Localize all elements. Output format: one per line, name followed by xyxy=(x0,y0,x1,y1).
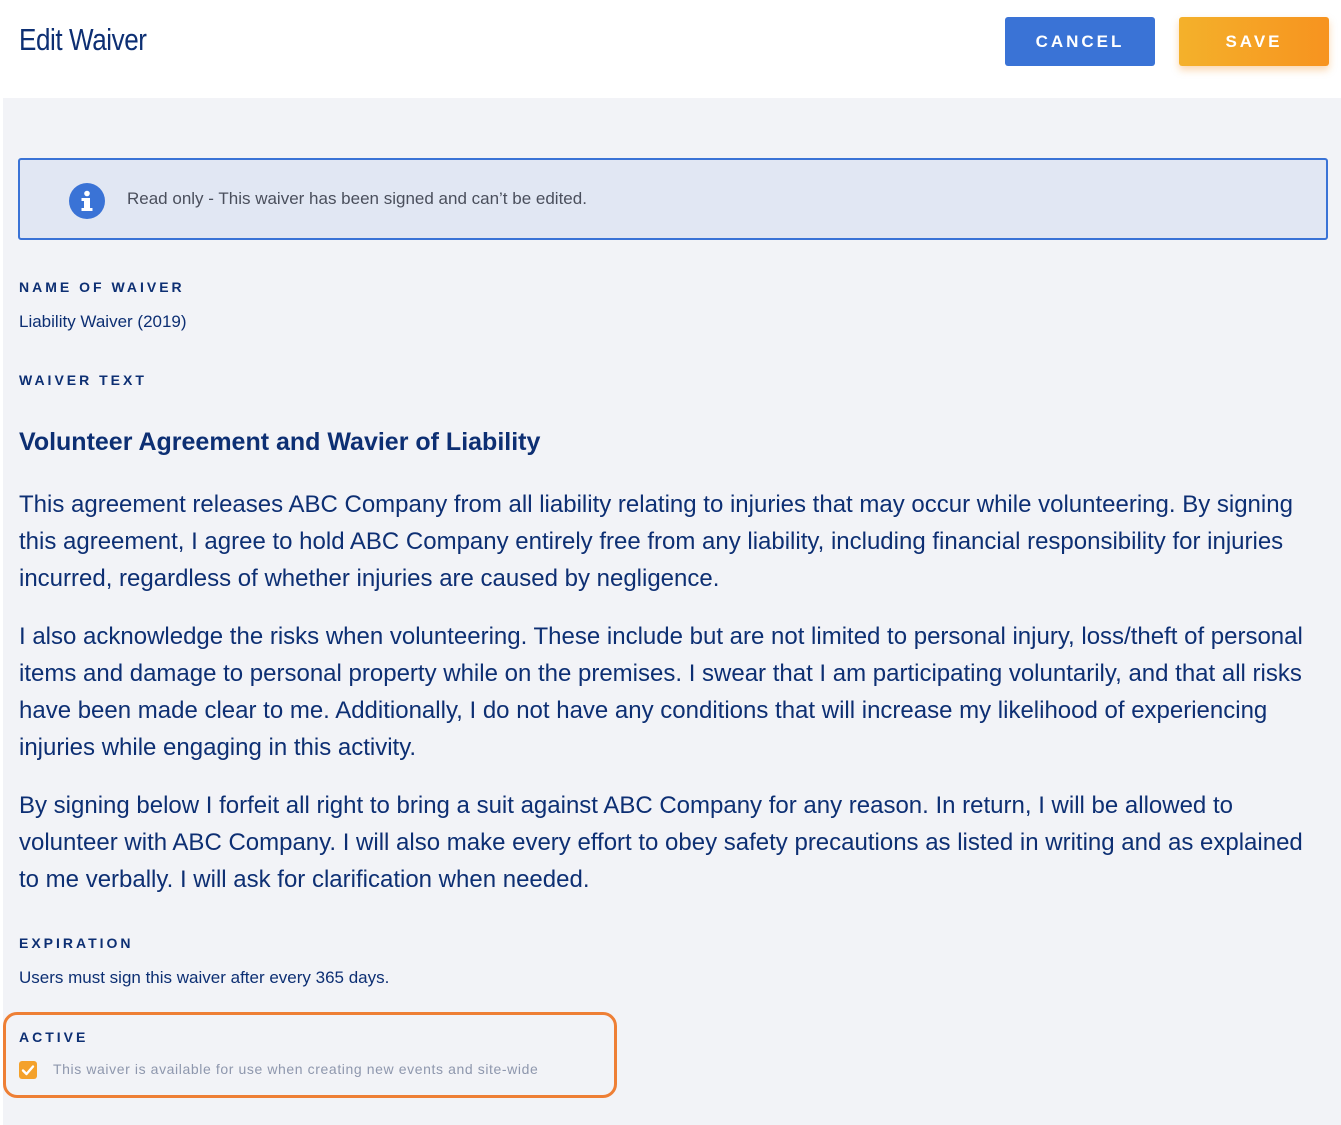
name-of-waiver-label: NAME OF WAIVER xyxy=(19,279,185,295)
waiver-paragraph: This agreement releases ABC Company from all liability relating to injuries that may occur while volunteering. By signing this agreement, I agree to hold ABC Company entirely free from any liability, including financial responsibility for injuries incurred, regardless of whether injuries are caused by negligence. xyxy=(19,491,1293,592)
active-checkbox-label[interactable]: This waiver is available for use when creating new events and site-wide xyxy=(53,1061,539,1077)
expiration-value: Users must sign this waiver after every 365 days. xyxy=(19,968,390,987)
active-checkbox[interactable] xyxy=(19,1061,37,1079)
expiration-label: EXPIRATION xyxy=(19,935,134,951)
waiver-paragraph: By signing below I forfeit all right to bring a suit against ABC Company for any reason. In return, I will be allowed to volunteer with ABC Company. I will also make every effort to obey safety precautions as listed in writing and as explained to me verbally. I will ask for clarification when needed. xyxy=(19,792,1303,893)
cancel-button[interactable]: CANCEL xyxy=(1005,17,1155,66)
waiver-text-label: WAIVER TEXT xyxy=(19,372,147,388)
checkmark-icon xyxy=(19,1061,37,1079)
page-header xyxy=(0,0,1341,98)
active-label: ACTIVE xyxy=(19,1029,89,1045)
save-button[interactable]: SAVE xyxy=(1179,17,1329,66)
active-highlight xyxy=(3,1012,617,1098)
waiver-paragraph: I also acknowledge the risks when volunteering. These include but are not limited to personal injury, loss/theft of personal items and damage to personal property while on the premises. I swear that I am participating voluntarily, and that all risks have been made clear to me. Additionally, I do not have any conditions that will increase my likelihood of experiencing injuries while engaging in this activity. xyxy=(19,623,1303,761)
waiver-title: Volunteer Agreement and Wavier of Liability xyxy=(19,428,541,456)
name-of-waiver-value: Liability Waiver (2019) xyxy=(19,312,187,331)
read-only-notice xyxy=(18,158,1328,240)
info-icon xyxy=(69,183,105,219)
page-title: Edit Waiver xyxy=(19,22,147,57)
notice-text: Read only - This waiver has been signed and can’t be edited. xyxy=(127,189,587,208)
